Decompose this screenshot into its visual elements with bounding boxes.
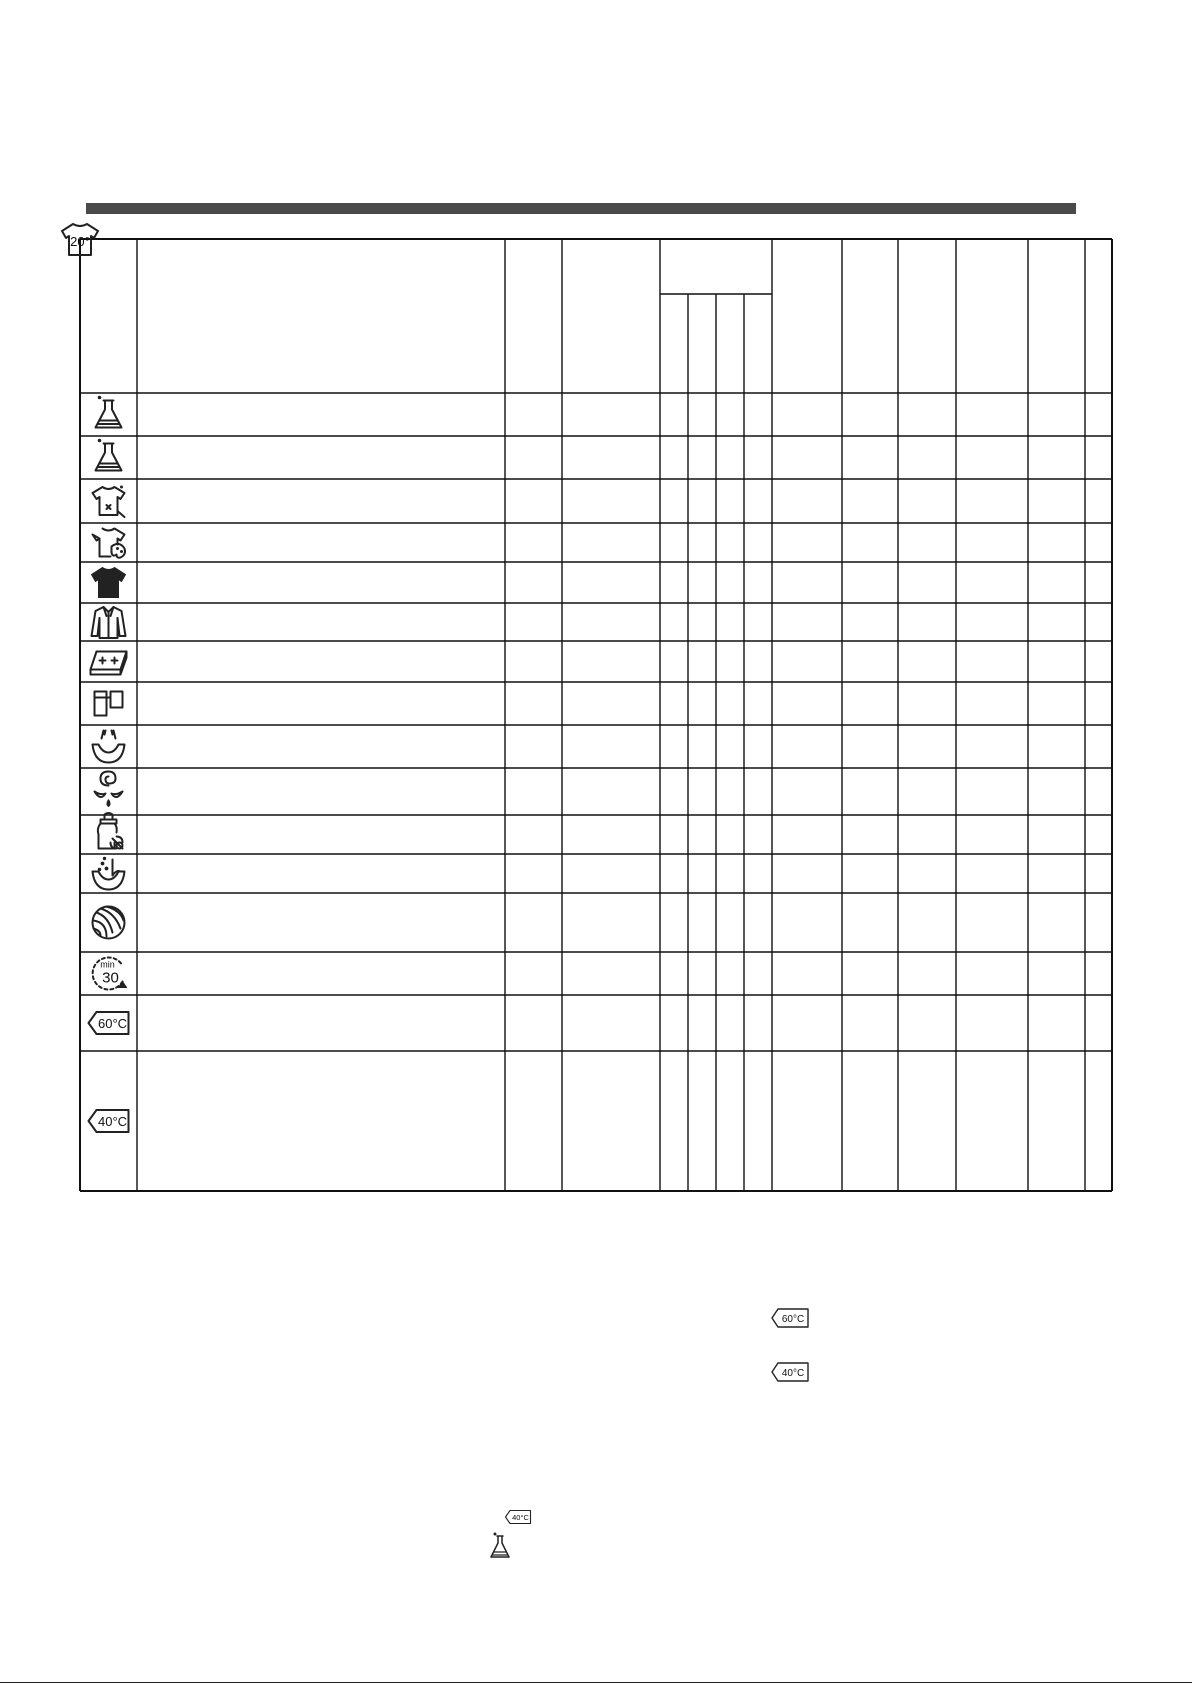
- top-rule: [86, 203, 1076, 214]
- tshirt-cross-icon: [93, 486, 125, 517]
- basin-hand-wash-icon: [93, 857, 125, 889]
- svg-text:30: 30: [102, 969, 119, 987]
- svg-text:60°C: 60°C: [97, 1016, 128, 1031]
- towels-icon: [95, 692, 123, 716]
- svg-text:40°C: 40°C: [97, 1114, 128, 1129]
- shirt-icon: [92, 607, 126, 638]
- inline-tag-60-icon: [770, 1307, 810, 1329]
- flask-icon: [96, 439, 122, 470]
- inline-flask-icon: [486, 1531, 514, 1561]
- wool-ball-icon: [93, 907, 125, 939]
- inline-tag-40-icon: [770, 1361, 810, 1383]
- flask-icon: [96, 396, 122, 427]
- clock-min30-icon: [93, 958, 127, 990]
- page-bottom-rule: [0, 1682, 1192, 1683]
- svg-text:40°C: 40°C: [781, 1368, 805, 1379]
- inline-tag-40-small-icon: [504, 1509, 532, 1525]
- programme-table: [70, 234, 1112, 1191]
- tag-60-icon: [89, 1012, 129, 1034]
- basin-rinse-icon: [93, 731, 125, 763]
- baby-bottle-icon: [98, 813, 123, 849]
- svg-text:20°: 20°: [70, 234, 90, 249]
- tshirt-palette-icon: [93, 529, 126, 558]
- bedding-icon: [91, 652, 127, 675]
- dark-tshirt-icon: [92, 568, 126, 598]
- svg-text:40°C: 40°C: [512, 1513, 529, 1522]
- tag-40-icon: [89, 1110, 129, 1132]
- svg-text:60°C: 60°C: [781, 1314, 805, 1325]
- swirl-drop-icon: [95, 772, 123, 807]
- svg-text:min: min: [100, 959, 115, 970]
